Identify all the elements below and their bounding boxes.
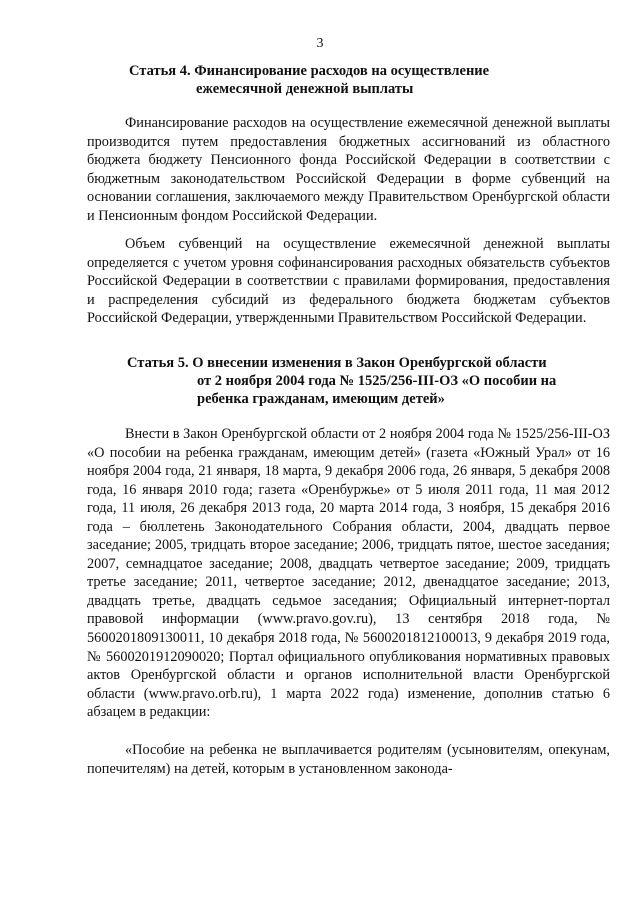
article-4-paragraph-2: Объем субвенций на осуществление ежемесячной денежной выплаты определяется с учетом уровня софинансирования расходных обязательств субъектов Российской Федерации в соответствии с правилами формирования, предоставления и распределения субсидий из федерального бюджета бюджетам субъектов Российской Федерации, утвержденными Правительством Российской Федерации. [87, 236, 610, 327]
article-4-paragraph-1: Финансирование расходов на осуществление ежемесячной денежной выплаты производится путем предоставления бюджетных ассигнований из областного бюджета бюджету Пенсионного фонда Российской Федерации в соответствии с бюджетным законодательством Российской Федерации в форме субвенций на основании соглашения, заключаемого между Правительством Оренбургской области и Пенсионным фондом Российской Федерации. [87, 115, 610, 224]
article-5-paragraph-1: Внести в Закон Оренбургской области от 2 ноября 2004 года № 1525/256-III-ОЗ «О пособии на ребенка гражданам, имеющим детей» (газета «Южный Урал» от 16 ноября 2004 года, 21 января, 18 марта, 9 декабря 2006 года, 26 января, 5 декабря 2008 года, 16 января 2010 года; газета «Оренбуржье» от 5 июля 2011 года, 11 мая 2012 года, 11 июля, 26 декабря 2013 года, 20 марта 2014 года, 3 ноября, 15 декабря 2016 года – бюллетень Законодательного Собрания области, 2004, двадцать первое заседание; 2005, тридцать второе заседание; 2006, тридцать пятое, шестое заседания; 2007, семнадцатое заседание; 2008, двадцать четвертое заседание; 2009, тридцать третье заседание; 2011, четвертое заседание; 2012, двенадцатое заседание; 2013, двадцать третье, двадцать седьмое заседания; Официальный интернет-портал правовой информации (www.pravo.gov.ru), 13 сентября 2018 года, № 5600201809130011, 10 декабря 2018 года, № 5600201812100013, 9 декабря 2019 года, № 5600201912090020; Портал официального опубликования нормативных правовых актов Оренбургской области и органов исполнительной власти Оренбургской области (www.pravo.orb.ru), 1 марта 2022 года) изменение, дополнив статью 6 абзацем в редакции: [87, 426, 610, 721]
article-4-heading [129, 62, 489, 98]
article-5-heading-line-3: ребенка гражданам, имеющим детей» [197, 391, 445, 407]
article-5-paragraph-2: «Пособие на ребенка не выплачивается родителям (усыновителям, опекунам, попечителям) на детей, которым в установленном законода- [87, 742, 610, 777]
article-5-heading [127, 354, 556, 408]
article-4-heading-line-2: ежемесячной денежной выплаты [196, 81, 414, 97]
article-5-heading-line-1: Статья 5. О внесении изменения в Закон Оренбургской области [127, 355, 547, 371]
page-number: 3 [316, 36, 324, 51]
article-5-heading-line-2: от 2 ноября 2004 года № 1525/256-III-ОЗ «О пособии на [197, 373, 557, 389]
article-4-heading-line-1: Статья 4. Финансирование расходов на осуществление [129, 63, 490, 79]
